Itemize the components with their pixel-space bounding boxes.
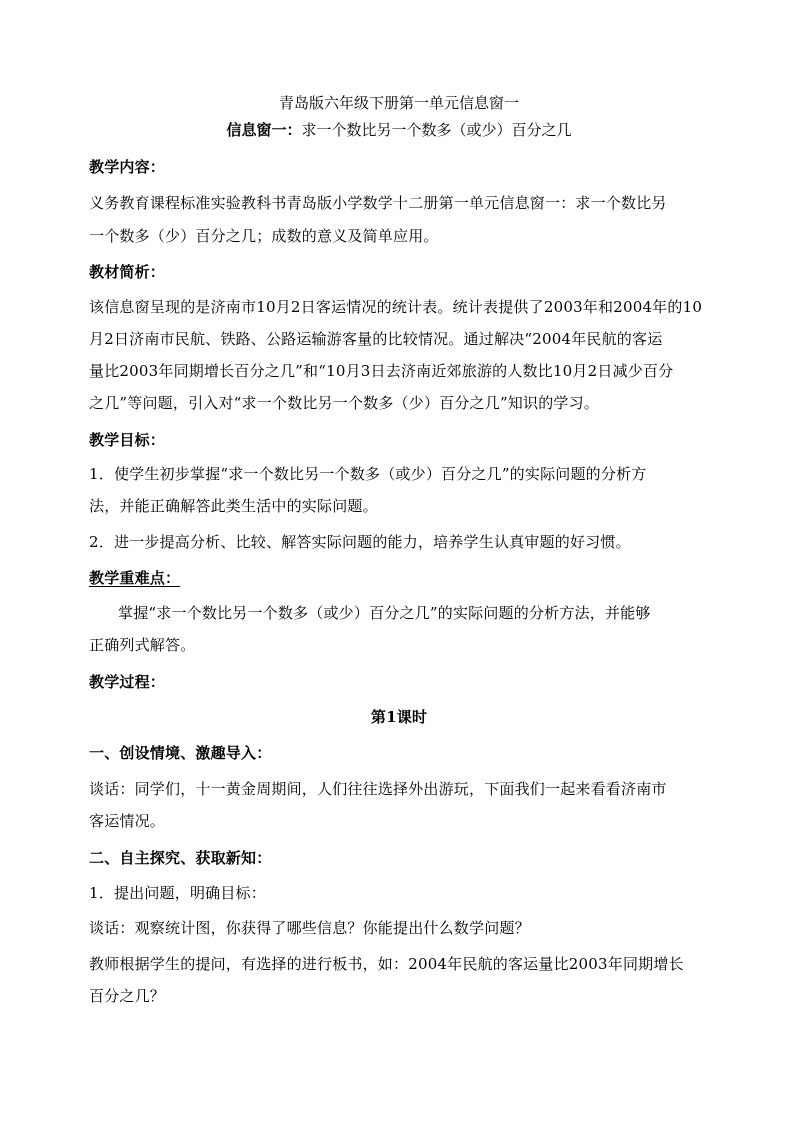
part2-line-1: 谈话：观察统计图，你获得了哪些信息？你能提出什么数学问题？ bbox=[89, 919, 530, 937]
goals-line-3: 2．进一步提高分析、比较、解答实际问题的能力，培养学生认真审题的好习惯。 bbox=[89, 533, 631, 551]
part2-line-3: 百分之几？ bbox=[89, 987, 166, 1005]
part1-line-1: 谈话：同学们，十一黄金周期间，人们往往选择外出游玩，下面我们一起来看看济南市 bbox=[89, 780, 667, 798]
analysis-line-2: 月2日济南市民航、铁路、公路运输游客量的比较情况。通过解决“2004年民航的客运 bbox=[89, 330, 663, 348]
process-heading: 教学过程： bbox=[89, 673, 166, 691]
goals-heading: 教学目标： bbox=[89, 431, 166, 449]
part2-heading: 二、自主探究、获取新知： bbox=[89, 849, 272, 867]
part2-step1: 1．提出问题，明确目标： bbox=[89, 884, 266, 902]
subtitle-text: 求一个数比另一个数多（或少）百分之几 bbox=[301, 121, 572, 139]
key-line-1: 掌握“求一个数比另一个数多（或少）百分之几”的实际问题的分析方法，并能够 bbox=[118, 604, 651, 622]
goals-line-1: 1．使学生初步掌握“求一个数比另一个数多（或少）百分之几”的实际问题的分析方 bbox=[89, 465, 647, 483]
analysis-heading: 教材简析： bbox=[89, 263, 166, 281]
analysis-line-3: 量比2003年同期增长百分之几”和“10月3日去济南近郊旅游的人数比10月2日减少百分 bbox=[89, 362, 674, 380]
part1-heading: 一、创设情境、激趣导入： bbox=[89, 744, 272, 762]
key-line-2: 正确列式解答。 bbox=[89, 636, 196, 654]
content-line-2: 一个数多（少）百分之几；成数的意义及简单应用。 bbox=[89, 227, 439, 245]
goals-line-2: 法，并能正确解答此类生活中的实际问题。 bbox=[89, 497, 378, 515]
document-title: 青岛版六年级下册第一单元信息窗一 bbox=[278, 94, 519, 112]
analysis-line-4: 之几”等问题，引入对“求一个数比另一个数多（少）百分之几”知识的学习。 bbox=[89, 394, 600, 412]
content-heading: 教学内容： bbox=[89, 158, 166, 176]
analysis-line-1: 该信息窗呈现的是济南市10月2日客运情况的统计表。统计表提供了2003年和2004年的10 bbox=[89, 298, 703, 316]
part1-line-2: 客运情况。 bbox=[89, 812, 166, 830]
content-line-1: 义务教育课程标准实验教科书青岛版小学数学十二册第一单元信息窗一：求一个数比另 bbox=[89, 194, 667, 212]
lesson-title: 第1课时 bbox=[370, 708, 428, 726]
key-heading: 教学重难点： bbox=[89, 569, 181, 587]
document-subtitle bbox=[89, 120, 709, 140]
part2-line-2: 教师根据学生的提问，有选择的进行板书，如：2004年民航的客运量比2003年同期增长 bbox=[89, 955, 684, 973]
subtitle-label: 信息窗一： bbox=[226, 121, 302, 139]
